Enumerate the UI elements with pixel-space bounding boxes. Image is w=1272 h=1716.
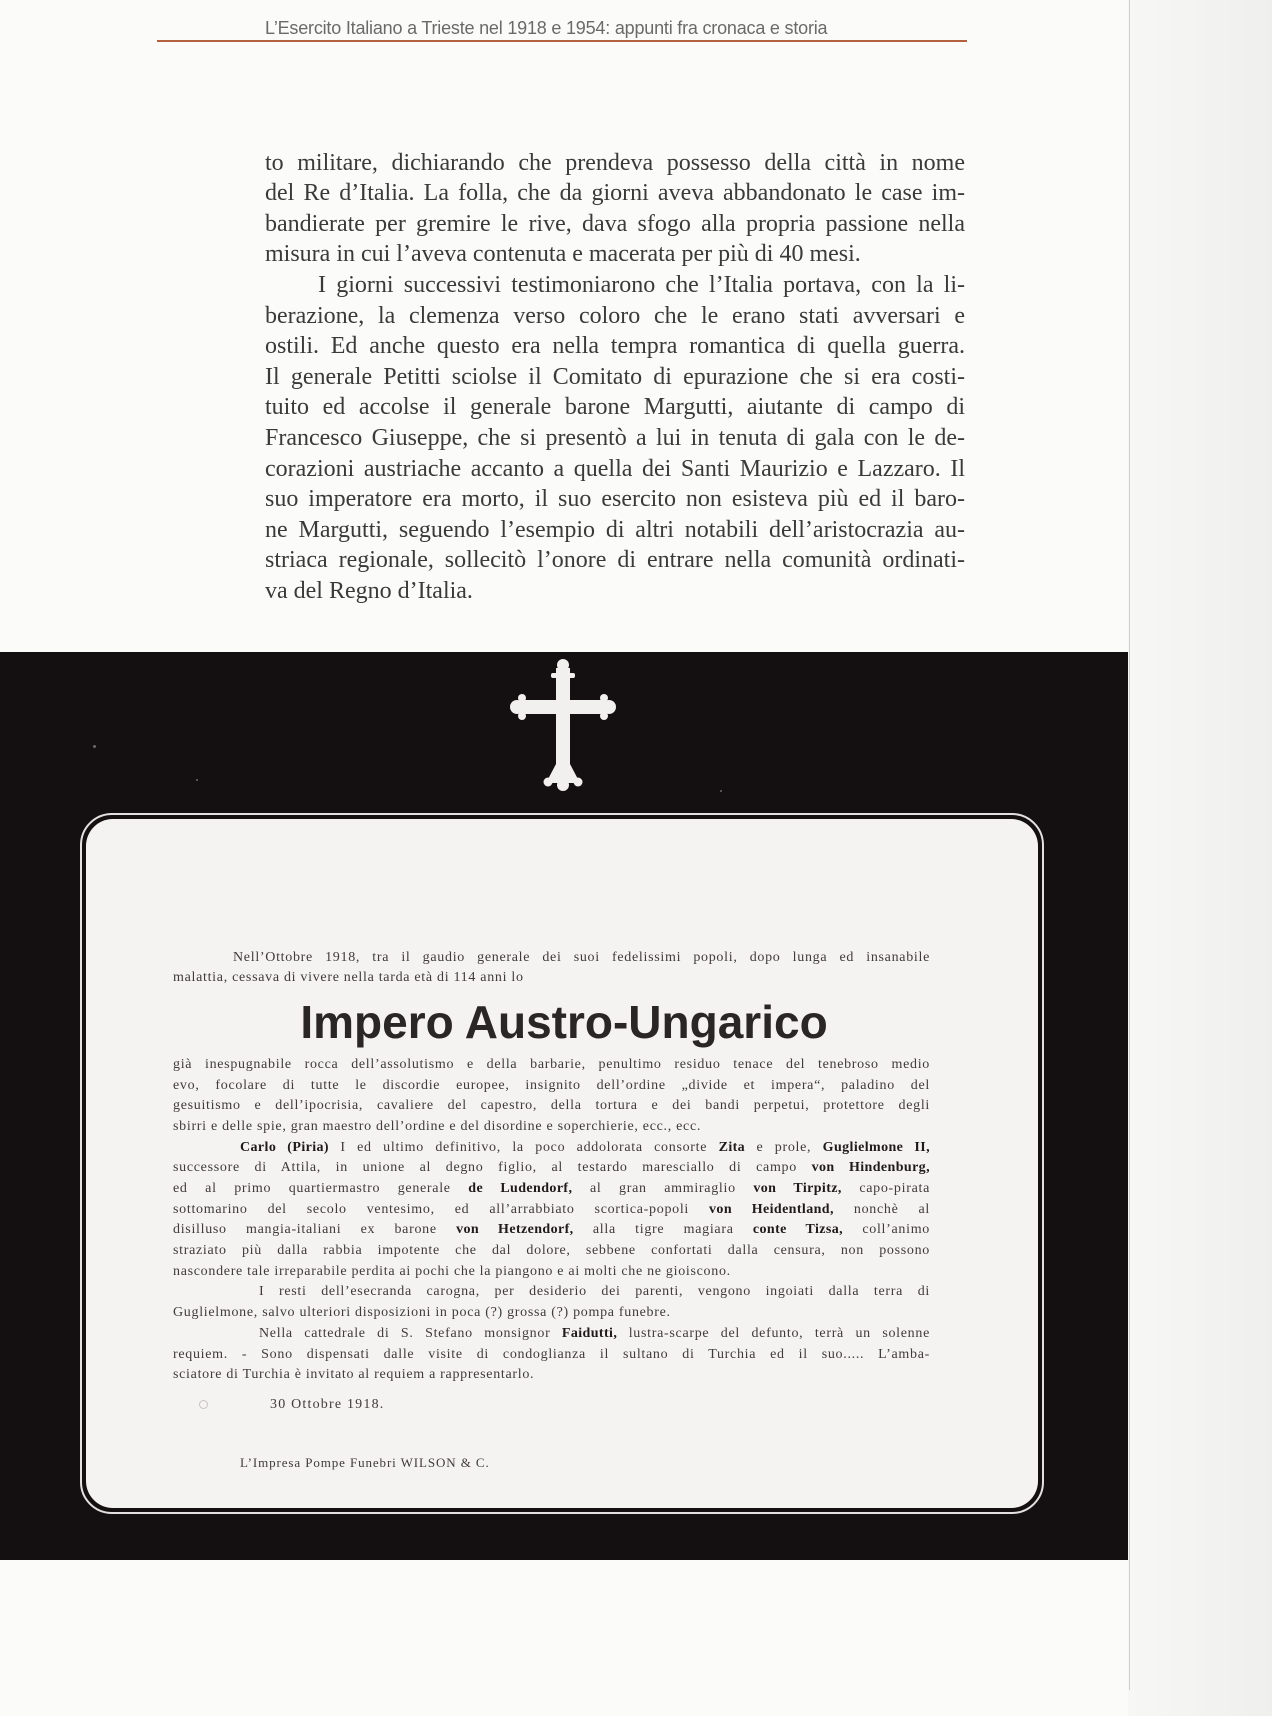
notice-text-block	[173, 948, 930, 1386]
notice-line	[173, 1158, 930, 1179]
notice-text-run: nonchè al	[833, 1201, 931, 1217]
notice-text-run: sciatore di Turchia è invitato al requiem a rappresentarlo.	[173, 1367, 535, 1383]
notice-paragraph	[173, 1138, 930, 1283]
notice-bold-name: conte Tizsa,	[752, 1222, 844, 1238]
scan-fold-line	[1129, 0, 1130, 1690]
notice-text-run: alla tigre magiara	[573, 1222, 753, 1238]
notice-text-run: straziato più dalla rabbia impotente che dal dolore, sebbene confortati dalla censura, non possono	[173, 1243, 930, 1259]
notice-line	[173, 1200, 930, 1221]
body-text-line: va del Regno d’Italia.	[265, 578, 473, 604]
scan-page-edge	[1128, 0, 1272, 1716]
notice-text-run: Guglielmone, salvo ulteriori disposizioni in poca (?) grossa (?) pompa funebre.	[173, 1305, 671, 1321]
notice-text-run: lustra-scarpe del defunto, terrà un solenne	[617, 1325, 930, 1341]
notice-text-run: al gran ammiraglio	[572, 1181, 754, 1196]
notice-bold-name: Guglielmone II,	[822, 1139, 930, 1155]
notice-paragraph	[173, 1282, 930, 1323]
notice-text-run: requiem. - Sono dispensati dalle visite di condoglianza il sultano di Turchia ed il suo..... L’amba-	[173, 1346, 930, 1362]
notice-line	[173, 1324, 930, 1345]
notice-line	[173, 1241, 930, 1262]
notice-paragraphs	[173, 1055, 930, 1386]
notice-line	[173, 1303, 930, 1324]
notice-text-run: nascondere tale irreparabile perdita ai pochi che la piangono e ai molti che ne gioiscono.	[173, 1263, 731, 1279]
scan-smudge	[199, 1400, 208, 1409]
body-text-line: ne Margutti, seguendo l’esempio di altri notabili dell’aristocrazia au-	[265, 516, 965, 543]
notice-line	[173, 1076, 930, 1097]
notice-text-run: capo-pirata	[841, 1181, 930, 1196]
notice-bold-name: von Tirpitz,	[753, 1181, 842, 1196]
notice-line	[173, 1365, 930, 1386]
notice-paragraph	[173, 1055, 930, 1138]
body-text-line: tuito ed accolse il generale barone Margutti, aiutante di campo di	[265, 394, 965, 421]
body-text-line: bandierate per gremire le rive, dava sfogo alla propria passione nella	[265, 210, 965, 237]
body-text-line: striaca regionale, sollecitò l’onore di entrare nella comunità ordinati-	[265, 547, 965, 574]
body-text-line: ostili. Ed anche questo era nella tempra romantica di quella guerra.	[265, 333, 965, 360]
notice-text-run: malattia, cessava di vivere nella tarda età di 114 anni lo	[173, 970, 524, 986]
body-text-line: suo imperatore era morto, il suo esercito non esisteva più ed il baro-	[265, 486, 965, 513]
notice-text-run: sbirri e delle spie, gran maestro dell’ordine e del disordine e soperchierie, ecc., ecc.	[173, 1118, 702, 1134]
notice-text-run: ed al primo quartiermastro generale	[173, 1181, 469, 1196]
cross-icon	[508, 658, 618, 793]
notice-bold-name: von Hetzendorf,	[456, 1222, 574, 1238]
notice-line	[173, 1179, 930, 1200]
notice-text-run: disilluso mangia-italiani ex barone	[173, 1222, 457, 1238]
notice-line	[173, 1282, 930, 1303]
running-header-title: L’Esercito Italiano a Trieste nel 1918 e 1954: appunti fra cronaca e storia	[265, 18, 828, 38]
notice-paragraph	[173, 1324, 930, 1386]
header-rule	[157, 40, 967, 42]
body-text-line: I giorni successivi testimoniarono che l’Italia portava, con la li-	[318, 272, 965, 299]
notice-line	[173, 948, 930, 969]
notice-line	[173, 1117, 930, 1138]
notice-text-run: successore di Attila, in unione al degno figlio, al testardo maresciallo di campo	[173, 1160, 812, 1176]
scan-speck	[93, 745, 96, 748]
body-text-block	[265, 148, 965, 607]
notice-bold-name: von Heidentland,	[709, 1201, 834, 1217]
notice-line	[173, 1055, 930, 1076]
notice-bold-name: Faidutti,	[561, 1325, 618, 1341]
notice-intro	[173, 948, 930, 989]
notice-line	[173, 1220, 930, 1241]
notice-line	[173, 1262, 930, 1283]
scan-speck	[720, 790, 722, 792]
body-text-line: Francesco Giuseppe, che si presentò a lui in tenuta di gala con le de-	[265, 425, 965, 452]
notice-text-run: Nell’Ottobre 1918, tra il gaudio generale dei suoi fedelissimi popoli, dopo lunga ed insanabile	[233, 949, 930, 965]
body-text-line: misura in cui l’aveva contenuta e macerata per più di 40 mesi.	[265, 241, 861, 268]
notice-text-run: coll’animo	[843, 1222, 930, 1238]
notice-line	[173, 1096, 930, 1117]
notice-text-run: già inespugnabile rocca dell’assolutismo e della barbarie, penultimo residuo tenace del tenebroso medio	[173, 1056, 930, 1072]
body-text-line: corazioni austriache accanto a quella dei Santi Maurizio e Lazzaro. Il	[265, 455, 965, 482]
body-text-line: to militare, dichiarando che prendeva possesso della città in nome	[265, 149, 965, 176]
notice-text-run: I resti dell’esecranda carogna, per desiderio dei parenti, vengono ingoiati dalla terra di	[259, 1284, 930, 1300]
notice-bold-name: von Hindenburg,	[811, 1160, 930, 1176]
body-text-line: berazione, la clemenza verso coloro che le erano stati avversari e	[265, 302, 965, 329]
notice-text-run: sottomarino del secolo ventesimo, ed all’arrabbiato scortica-popoli	[173, 1201, 710, 1217]
scan-speck	[196, 779, 198, 781]
notice-bold-name: Zita	[718, 1139, 746, 1155]
notice-signature: L’Impresa Pompe Funebri WILSON & C.	[240, 1455, 490, 1470]
notice-text-run: I ed ultimo definitivo, la poco addolorata consorte	[328, 1139, 719, 1155]
body-paragraph	[265, 270, 965, 607]
notice-title: Impero Austro-Ungarico	[300, 995, 828, 1048]
notice-line	[173, 1345, 930, 1366]
notice-bold-name: Carlo (Piria)	[240, 1139, 329, 1155]
notice-line	[173, 1138, 930, 1159]
notice-text-run: e prole,	[745, 1139, 823, 1155]
body-text-line: del Re d’Italia. La folla, che da giorni aveva abbandonato le case im-	[265, 180, 965, 207]
body-text-line: Il generale Petitti sciolse il Comitato di epurazione che si era costi-	[265, 363, 965, 390]
notice-text-run: gesuitismo e dell’ipocrisia, cavaliere del capestro, della tortura e dei bandi perpetui, protettore degli	[173, 1098, 930, 1114]
notice-bold-name: de Ludendorf,	[468, 1181, 573, 1196]
notice-date: 30 Ottobre 1918.	[270, 1397, 385, 1412]
notice-text-run: Nella cattedrale di S. Stefano monsignor	[259, 1325, 562, 1341]
notice-text-run: evo, focolare di tutte le discordie europee, insignito dell’ordine „divide et impera“, paladino del	[173, 1077, 930, 1093]
body-paragraph	[265, 148, 965, 270]
notice-line	[173, 968, 930, 989]
